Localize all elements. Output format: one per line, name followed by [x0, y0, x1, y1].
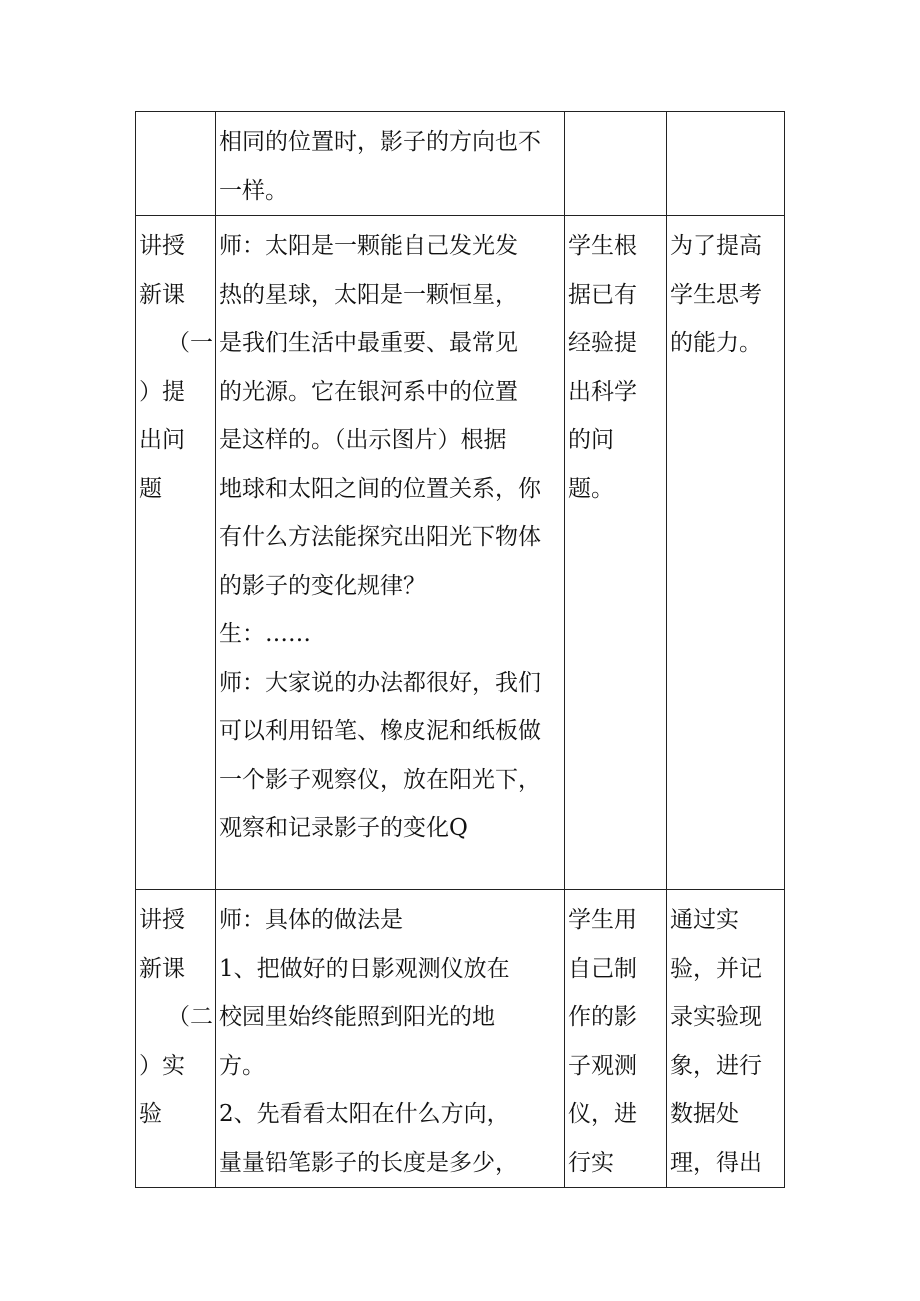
text-line: 相同的位置时，影子的方向也不	[219, 129, 541, 155]
stage-cell	[136, 112, 216, 216]
text-line: 据已有	[568, 281, 637, 308]
text-line: 验，并记	[670, 955, 762, 982]
text-line: 有什么方法能探究出阳光下物体	[219, 524, 541, 550]
text-line: 1、把做好的日影观测仪放在	[219, 955, 510, 982]
text-line: 题。	[568, 475, 614, 502]
text-line: 仪，进	[568, 1101, 637, 1127]
text-line: 经验提	[568, 330, 637, 356]
text-line: 方。	[219, 1052, 265, 1079]
text-line: 一个影子观察仪，放在阳光下，	[219, 766, 541, 793]
design-purpose-cell	[667, 890, 785, 1188]
text-line: 出问	[139, 427, 185, 453]
text-line: 通过实	[670, 907, 739, 933]
text-line: 生：……	[219, 621, 311, 647]
text-line: 的光源。它在银河系中的位置	[219, 378, 518, 405]
text-line: 地球和太阳之间的位置关系，你	[219, 475, 541, 502]
text-line: ）实	[139, 1052, 185, 1079]
text-line: ）提	[139, 378, 185, 405]
text-line: 的能力。	[670, 330, 762, 356]
content-cell	[216, 216, 565, 890]
text-line: 数据处	[670, 1101, 739, 1127]
text-line: 的问	[568, 427, 614, 453]
text-line: 观察和记录影子的变化Q	[219, 815, 468, 841]
stage-cell	[136, 216, 216, 890]
text-line: 师：大家说的办法都很好，我们	[219, 669, 541, 696]
text-line: 学生用	[568, 907, 637, 933]
text-line: 出科学	[568, 378, 637, 405]
text-line: （二	[167, 1004, 213, 1030]
text-line: 录实验现	[670, 1004, 762, 1030]
text-line: 作的影	[568, 1004, 637, 1030]
text-line: 自己制	[568, 955, 637, 982]
table-row	[136, 112, 785, 216]
text-line: 为了提高	[670, 233, 762, 259]
student-activity-cell	[565, 890, 667, 1188]
text-line: 学生根	[568, 233, 637, 259]
stage-cell	[136, 890, 216, 1188]
text-line: 验	[139, 1101, 162, 1127]
text-line: 的影子的变化规律？	[219, 572, 426, 599]
student-activity-cell	[565, 112, 667, 216]
text-line: 校园里始终能照到阳光的地	[219, 1004, 495, 1030]
design-purpose-cell	[667, 216, 785, 890]
content-cell	[216, 890, 565, 1188]
text-line: 新课	[139, 955, 185, 982]
text-line: 讲授	[139, 233, 185, 259]
text-line: 师：具体的做法是	[219, 907, 403, 933]
text-line: 是这样的。（出示图片）根据	[219, 427, 507, 453]
student-activity-cell	[565, 216, 667, 890]
text-line: 讲授	[139, 907, 185, 933]
text-line: 可以利用铅笔、橡皮泥和纸板做	[219, 718, 541, 744]
table-row	[136, 216, 785, 890]
text-line: 理，得出	[670, 1149, 762, 1176]
content-cell	[216, 112, 565, 216]
text-line: （一	[167, 330, 213, 356]
text-line: 热的星球，太阳是一颗恒星，	[219, 281, 518, 308]
text-line: 新课	[139, 281, 185, 308]
table-row	[136, 890, 785, 1188]
text-line: 子观测	[568, 1052, 637, 1079]
lesson-plan-table	[135, 111, 785, 1188]
text-line: 量量铅笔影子的长度是多少，	[219, 1149, 518, 1176]
text-line: 师：太阳是一颗能自己发光发	[219, 233, 518, 259]
text-line: 学生思考	[670, 281, 762, 308]
text-line: 题	[139, 475, 162, 502]
text-line: 2、先看看太阳在什么方向，	[219, 1101, 510, 1127]
text-line: 象，进行	[670, 1052, 762, 1079]
design-purpose-cell	[667, 112, 785, 216]
text-line: 是我们生活中最重要、最常见	[219, 330, 518, 356]
text-line: 行实	[568, 1149, 614, 1176]
text-line: 一样。	[219, 177, 288, 204]
